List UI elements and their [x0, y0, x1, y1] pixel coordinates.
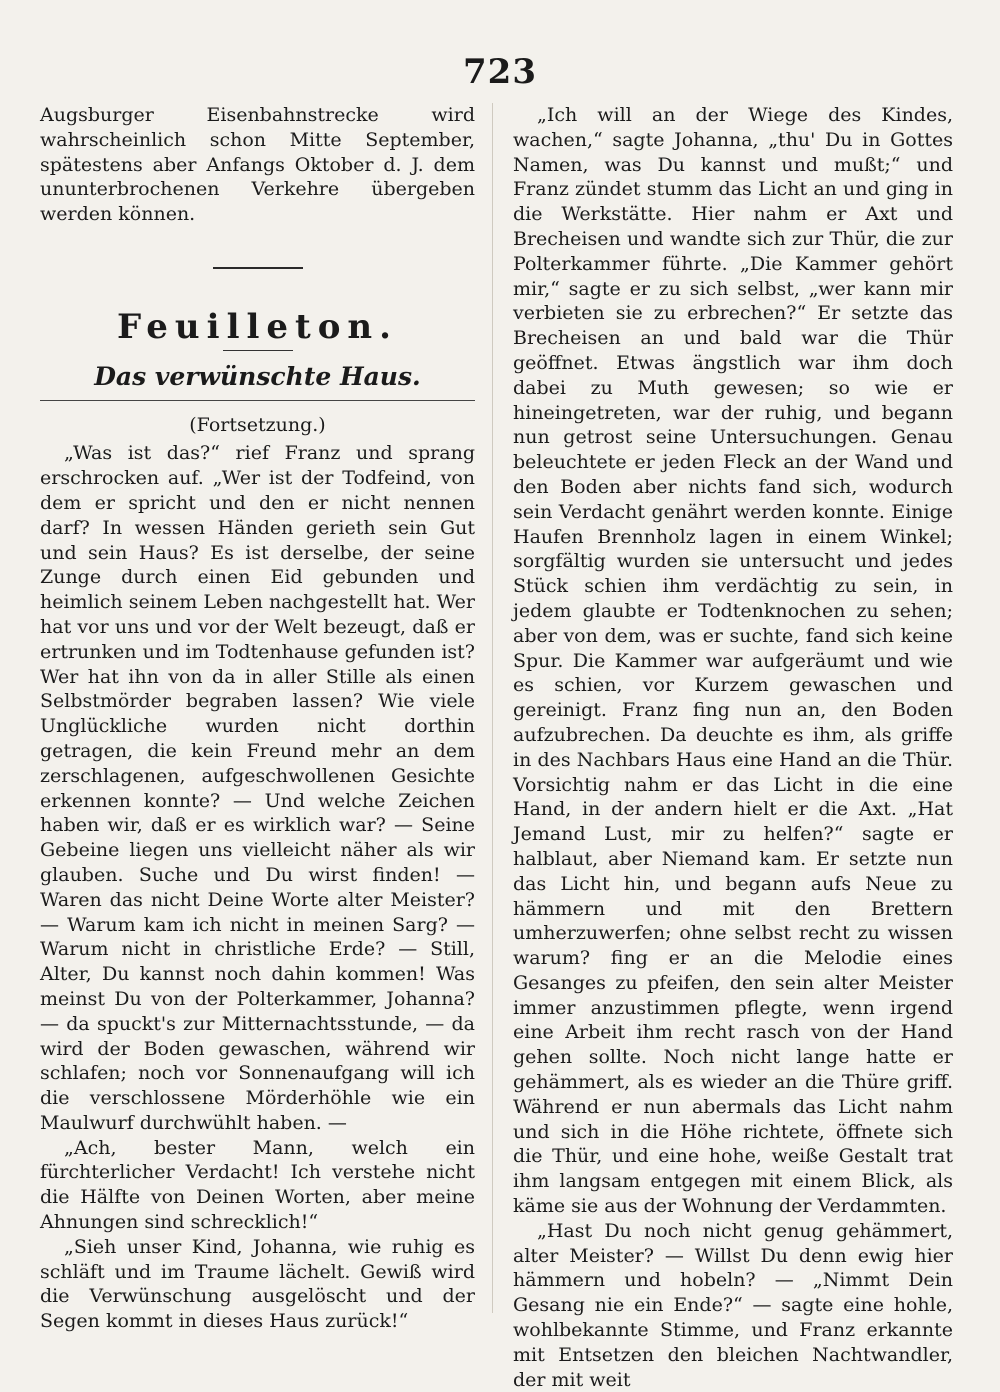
left-column: [40, 103, 475, 1334]
story-paragraph: „Ich will an der Wiege des Kindes, wachen,“ sagte Johanna, „thu' Du in Gottes Namen, was Du kannst und mußt;“ und Franz zündet stumm das Licht an und ging in die Werkstätte. Hier nahm er Axt und Brecheisen und wandte sich zur Thür, die zur Polterkammer führte. „Die Kammer gehört mir,“ sagte er zu sich selbst, „wer kann mir verbieten sie zu erbrechen?“ Er setzte das Brecheisen an und bald war die Thür geöffnet. Etwas ängstlich war ihm doch dabei zu Muth gewesen; so wie er hineingetreten, war der ruhig, und begann nun getrost seine Untersuchungen. Genau beleuchtete er jeden Fleck an der Wand und den Boden aber nichts fand sich, wodurch sein Verdacht genährt werden konnte. Einige Haufen Brennholz lagen in einem Winkel; sorgfältig wurden sie untersucht und jedes Stück schien ihm verdächtig zu sein, in jedem glaubte er Todtenknochen zu sehen; aber von dem, was er suchte, fand sich keine Spur. Die Kammer war aufgeräumt und wie es schien, vor Kurzem gewaschen und gereinigt. Franz fing nun an, den Boden aufzubrechen. Da deuchte es ihm, als griffe in des Nachbars Haus eine Hand an die Thür. Vorsichtig nahm er das Licht in die eine Hand, in der andern hielt er die Axt. „Hat Jemand Lust, mir zu helfen?“ sagte er halblaut, aber Niemand kam. Er setzte nun das Licht hin, und begann aufs Neue zu hämmern und mit den Brettern umherzuwerfen; ohne selbst recht zu wissen warum? fing er an die Melodie eines Gesanges zu pfeifen, den sein alter Meister immer anzustimmen pflegte, wenn irgend eine Arbeit ihm recht rasch von der Hand gehen sollte. Noch nicht lange hatte er gehämmert, als es wieder an die Thüre griff. Während er nun abermals das Licht nahm und sich in die Höhe richtete, öffnete sich die Thür, und eine hohe, weiße Gestalt trat ihm langsam entgegen mit einem Blick, als käme sie aus der Wohnung der Verdammten.: [513, 104, 953, 1218]
page-number: 723: [463, 52, 537, 92]
column-divider: [492, 103, 493, 1313]
intro-paragraph: Augsburger Eisenbahnstrecke wird wahrscheinlich schon Mitte September, spätestens aber Anfangs Oktober d. J. dem ununterbrochenen Verkehre übergeben werden können.: [40, 104, 475, 226]
story-paragraph: „Was ist das?“ rief Franz und sprang erschrocken auf. „Wer ist der Todfeind, von dem er spricht und den er nicht nennen darf? In wessen Händen gerieth sein Gut und sein Haus? Es ist derselbe, der seine Zunge durch einen Eid gebunden und heimlich seinem Leben nachgestellt hat. Wer hat vor uns und vor der Welt bezeugt, daß er ertrunken und im Todtenhause gefunden ist? Wer hat ihn von da in aller Stille als einen Selbstmörder begraben lassen? Wie viele Unglückliche wurden nicht dorthin getragen, die kein Freund mehr an dem zerschlagenen, aufgeschwollenen Gesichte erkennen konnte? — Und welche Zeichen haben wir, daß er es wirklich war? — Seine Gebeine liegen uns vielleicht näher als wir glauben. Suche und Du wirst finden! — Waren das nicht Deine Worte alter Meister? — Warum kam ich nicht in meinen Sarg? — Warum nicht in christliche Erde? — Still, Alter, Du kannst noch dahin kommen! Was meinst Du von der Polterkammer, Johanna? — da spuckt's zur Mitternachtsstunde, — da wird der Boden gewaschen, während wir schlafen; noch vor Sonnenaufgang will ich die verschlossene Mörderhöhle wie ein Maulwurf durchwühlt haben. —: [40, 442, 475, 1134]
story-paragraph: „Sieh unser Kind, Johanna, wie ruhig es schläft und im Traume lächelt. Gewiß wird die Verwünschung ausgelöscht und der Segen kommt in dieses Haus zurück!“: [40, 1235, 475, 1333]
section-separator-rule: [213, 267, 303, 269]
title-rule: [40, 400, 475, 401]
story-paragraph: „Ach, bester Mann, welch ein fürchterlicher Verdacht! Ich verstehe nicht die Hälfte von Deinen Worten, aber meine Ahnungen sind schrecklich!“: [40, 1136, 475, 1234]
heading-rule: [223, 350, 293, 351]
section-heading: Feuilleton.: [117, 306, 398, 347]
story-title: Das verwünschte Haus.: [94, 361, 421, 391]
story-paragraph: „Hast Du noch nicht genug gehämmert, alter Meister? — Willst Du denn ewig hier hämmern und hobeln? — „Nimmt Dein Gesang nie ein Ende?“ — sagte eine hohle, wohlbekannte Stimme, und Franz erkannte mit Entsetzen den bleichen Nachtwandler, der mit weit: [513, 1219, 953, 1391]
continuation-note: (Fortsetzung.): [189, 413, 326, 436]
right-column: [513, 103, 953, 1392]
